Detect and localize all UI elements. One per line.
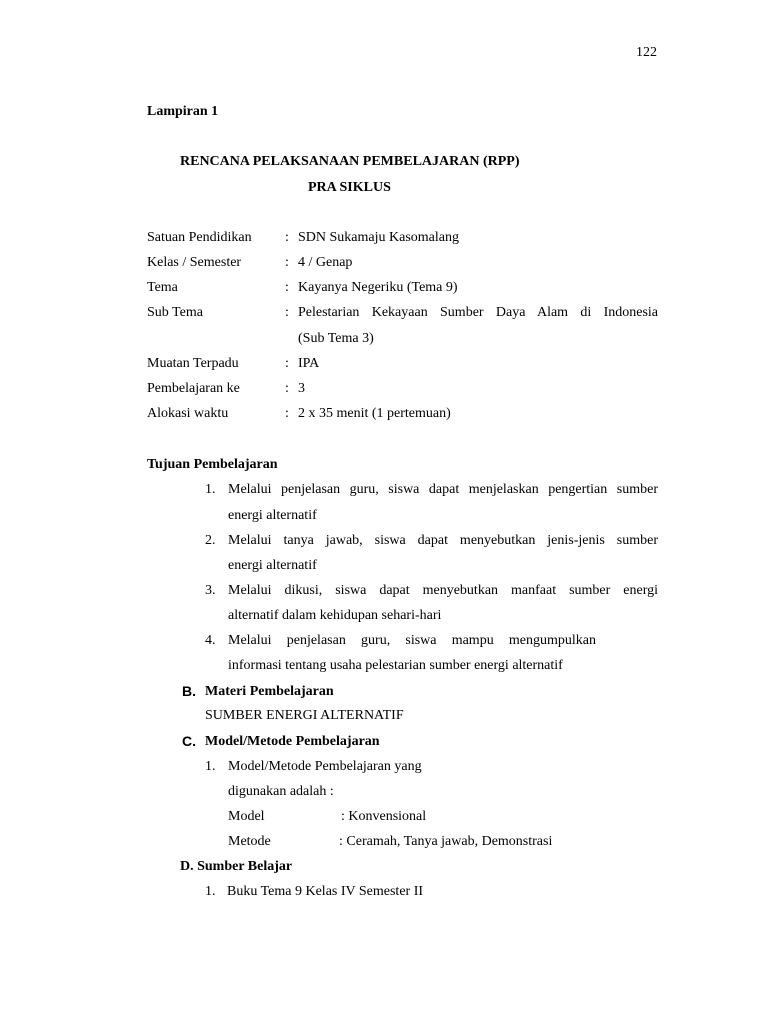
appendix-label: Lampiran 1	[147, 104, 219, 119]
section-c-letter: C.	[182, 733, 196, 749]
section-b-heading: Materi Pembelajaran	[205, 684, 334, 699]
section-b-letter: B.	[182, 683, 196, 699]
objective-text: Melalui tanya jawab, siswa dapat menyebutkan jenis-jenis sumber	[228, 533, 658, 548]
objectives-heading: Tujuan Pembelajaran	[147, 457, 278, 472]
identity-label: Muatan Terpadu	[147, 356, 239, 371]
identity-value: 4 / Genap	[298, 255, 353, 270]
section-d-item-text: Buku Tema 9 Kelas IV Semester II	[227, 884, 424, 899]
identity-value: Kayanya Negeriku (Tema 9)	[298, 280, 458, 295]
identity-separator: :	[285, 280, 289, 295]
document-title: RENCANA PELAKSANAAN PEMBELAJARAN (RPP)	[180, 154, 520, 169]
objective-number: 2.	[205, 533, 216, 548]
identity-value-continued: (Sub Tema 3)	[298, 331, 374, 346]
section-d-item-number: 1.	[205, 884, 216, 899]
objective-text-continued: alternatif dalam kehidupan sehari-hari	[228, 608, 442, 623]
identity-label: Sub Tema	[147, 305, 203, 320]
page-number: 122	[636, 45, 657, 60]
identity-label: Satuan Pendidikan	[147, 230, 252, 245]
identity-label: Alokasi waktu	[147, 406, 229, 421]
objective-text: Melalui penjelasan guru, siswa mampu mengumpulkan	[228, 633, 596, 648]
objective-text-continued: energi alternatif	[228, 508, 317, 523]
identity-separator: :	[285, 356, 289, 371]
metode-label: Metode	[228, 834, 271, 849]
objective-number: 3.	[205, 583, 216, 598]
section-c-item-text: Model/Metode Pembelajaran yang	[228, 759, 422, 774]
objective-number: 1.	[205, 482, 216, 497]
section-b-content: SUMBER ENERGI ALTERNATIF	[205, 708, 404, 723]
metode-value: : Ceramah, Tanya jawab, Demonstrasi	[339, 834, 553, 849]
identity-separator: :	[285, 255, 289, 270]
identity-separator: :	[285, 305, 289, 320]
identity-value: SDN Sukamaju Kasomalang	[298, 230, 459, 245]
model-value: : Konvensional	[341, 809, 427, 824]
identity-value: IPA	[298, 356, 320, 371]
objective-text: Melalui penjelasan guru, siswa dapat menjelaskan pengertian sumber	[228, 482, 658, 497]
objective-text-continued: energi alternatif	[228, 558, 317, 573]
identity-separator: :	[285, 381, 289, 396]
identity-label: Pembelajaran ke	[147, 381, 240, 396]
model-label: Model	[228, 809, 265, 824]
identity-value: 2 x 35 menit (1 pertemuan)	[298, 406, 451, 421]
objective-text-continued: informasi tentang usaha pelestarian sumber energi alternatif	[228, 658, 563, 673]
objective-number: 4.	[205, 633, 216, 648]
identity-value: Pelestarian Kekayaan Sumber Daya Alam di Indonesia	[298, 305, 658, 320]
identity-value: 3	[298, 381, 305, 396]
section-c-item-text-continued: digunakan adalah :	[228, 784, 334, 799]
section-c-item-number: 1.	[205, 759, 216, 774]
section-c-heading: Model/Metode Pembelajaran	[205, 734, 380, 749]
document-subtitle: PRA SIKLUS	[308, 180, 391, 195]
identity-separator: :	[285, 406, 289, 421]
identity-separator: :	[285, 230, 289, 245]
objective-text: Melalui dikusi, siswa dapat menyebutkan manfaat sumber energi	[228, 583, 658, 598]
identity-label: Kelas / Semester	[147, 255, 242, 270]
section-d-heading: D. Sumber Belajar	[180, 859, 293, 874]
identity-label: Tema	[147, 280, 178, 295]
